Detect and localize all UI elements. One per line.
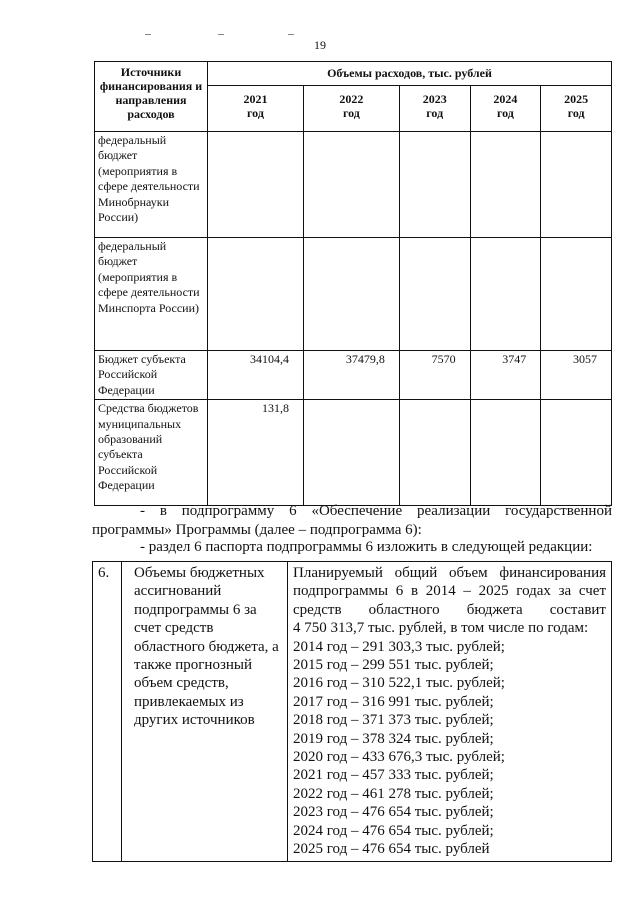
year-header: 2022 год — [303, 86, 399, 132]
year-allocation: 2023 год – 476 654 тыс. рублей; — [293, 804, 494, 821]
year-allocation: 2021 год – 457 333 тыс. рублей; — [293, 767, 494, 784]
year-allocation: 2018 год – 371 373 тыс. рублей; — [293, 712, 494, 729]
expenditure-table — [94, 61, 612, 506]
value-cell — [541, 132, 612, 238]
content-line: Планируемый общий объем финансирования — [293, 565, 606, 581]
value-cell: 3747 — [470, 351, 541, 400]
header-source: Источники финансирования и направления расходов — [95, 62, 208, 132]
section-content — [288, 562, 612, 862]
value-cell: 3057 — [541, 351, 612, 400]
value-cell: 131,8 — [208, 400, 304, 506]
year-header: 2024 год — [470, 86, 541, 132]
table-row — [95, 351, 612, 400]
value-cell — [470, 238, 541, 351]
row-label: федеральный бюджет (мероприятия в сфере деятельности Минобрнауки России) — [95, 132, 208, 238]
page-number: 19 — [314, 38, 326, 52]
header-mark — [218, 34, 224, 35]
year-allocation: 2025 год – 476 654 тыс. рублей — [293, 841, 490, 858]
year-allocation: 2014 год – 291 303,3 тыс. рублей; — [293, 638, 505, 655]
row-label: федеральный бюджет (мероприятия в сфере деятельности Минспорта России) — [95, 238, 208, 351]
paragraph-line: программы» Программы (далее – подпрограмма 6): — [92, 522, 422, 538]
value-cell — [208, 238, 304, 351]
year-allocation: 2017 год – 316 991 тыс. рублей; — [293, 693, 494, 710]
value-cell — [303, 400, 399, 506]
content-line: 4 750 313,7 тыс. рублей, в том числе по годам: — [293, 620, 589, 637]
section-label: Объемы бюджетных ассигнований подпрограммы 6 за счет средств областного бюджета, а также прогнозный объем средств, привлекаемых из других источников — [122, 562, 288, 862]
header-volumes: Объемы расходов, тыс. рублей — [208, 62, 612, 86]
value-cell — [470, 132, 541, 238]
paragraph-line: - в подпрограмму 6 «Обеспечение реализации государственной — [140, 503, 612, 519]
year-allocation: 2022 год – 461 278 тыс. рублей; — [293, 785, 494, 802]
table-row — [95, 400, 612, 506]
year-allocation: 2019 год – 378 324 тыс. рублей; — [293, 730, 494, 747]
year-allocation: 2016 год – 310 522,1 тыс. рублей; — [293, 675, 505, 692]
table-row — [95, 238, 612, 351]
value-cell — [303, 238, 399, 351]
value-cell: 7570 — [399, 351, 470, 400]
value-cell: 37479,8 — [303, 351, 399, 400]
paragraph-section-6 — [140, 538, 620, 557]
value-cell — [399, 238, 470, 351]
year-header: 2025 год — [541, 86, 612, 132]
value-cell — [208, 132, 304, 238]
year-header: 2023 год — [399, 86, 470, 132]
value-cell — [541, 400, 612, 506]
value-cell — [399, 132, 470, 238]
paragraph-subprogram-6 — [92, 502, 612, 540]
section-index: 6. — [93, 562, 122, 862]
value-cell — [541, 238, 612, 351]
value-cell: 34104,4 — [208, 351, 304, 400]
content-line: подпрограммы 6 в 2014 – 2025 годах за счет — [293, 583, 606, 600]
header-mark — [145, 34, 151, 35]
year-header: 2021 год — [208, 86, 304, 132]
row-label: Средства бюджетов муниципальных образований субъекта Российской Федерации — [95, 400, 208, 506]
year-allocation: 2015 год – 299 551 тыс. рублей; — [293, 657, 494, 674]
year-allocation: 2020 год – 433 676,3 тыс. рублей; — [293, 749, 505, 766]
paragraph-line: - раздел 6 паспорта подпрограммы 6 изложить в следующей редакции: — [140, 539, 593, 555]
value-cell — [303, 132, 399, 238]
header-mark — [288, 34, 294, 35]
value-cell — [470, 400, 541, 506]
table-row — [95, 132, 612, 238]
passport-section-table — [92, 561, 612, 862]
year-allocation: 2024 год – 476 654 тыс. рублей; — [293, 822, 494, 839]
content-line: средств областного бюджета составит — [293, 601, 606, 618]
value-cell — [399, 400, 470, 506]
row-label: Бюджет субъекта Российской Федерации — [95, 351, 208, 400]
